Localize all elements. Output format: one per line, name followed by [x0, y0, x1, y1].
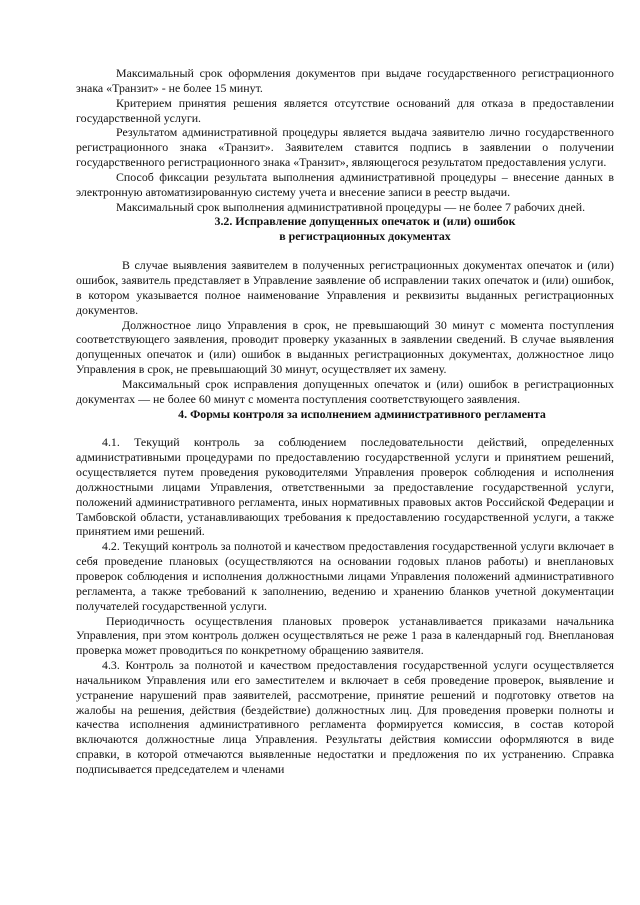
- spacer: [76, 421, 614, 435]
- paragraph-error-application: В случае выявления заявителем в полученных регистрационных документах опечаток и (или) ошибок, заявитель представляет в Управление заявление об исправлении таких опечаток и (или) ошибок, в котором указывается полное наименование Управления и реквизиты выданных регистрационных документов.: [76, 258, 614, 317]
- spacer: [76, 244, 614, 258]
- paragraph-procedure-result: Результатом административной процедуры является выдача заявителю лично государственного регистрационного знака «Транзит». Заявителем ставится подпись в заявлении о получении государственного регистрационного знака «Транзит», являющегося результатом предоставления услуги.: [76, 125, 614, 170]
- paragraph-4-3: 4.3. Контроль за полнотой и качеством предоставления государственной услуги осуществляется начальником Управления или его заместителем и включает в себя проведение проверок, выявление и устранение нарушений прав заявителей, рассмотрение, принятие решений и подготовку ответов на жалобы на решения, действия (бездействие) должностных лиц. Для проведения проверки полноты и качества исполнения административного регламента формируется комиссия, в состав которой включаются должностные лица Управления. Результаты действия комиссии оформляются в виде справки, в которой отмечаются выявленные недостатки и предложения по их устранению. Справка подписывается председателем и членами: [76, 658, 614, 776]
- paragraph-max-term-issue: Максимальный срок оформления документов при выдаче государственного регистрационного знака «Транзит» - не более 15 минут.: [76, 66, 614, 95]
- section-3-2-title-line1: 3.2. Исправление допущенных опечаток и (или) ошибок: [214, 214, 516, 229]
- paragraph-decision-criterion: Критерием принятия решения является отсутствие оснований для отказа в предоставлении государственной услуги.: [76, 95, 614, 125]
- paragraph-4-2: 4.2. Текущий контроль за полнотой и качеством предоставления государственной услуги включает в себя проведение плановых (осуществляются на основании годовых планов работы) и внеплановых проверок соблюдения и исполнения должностными лицами Управления положений административного регламента, а также требований к заполнению, ведению и хранению бланков учетной документации получателей государственной услуги.: [76, 539, 614, 613]
- document-page: [76, 66, 614, 777]
- paragraph-fixation-method: Способ фиксации результата выполнения административной процедуры – внесение данных в электронную автоматизированную систему учета и внесение записи в реестр выдачи.: [76, 169, 614, 199]
- section-3-2-title-line2: в регистрационных документах: [279, 229, 451, 244]
- paragraph-max-term-procedure: Максимальный срок выполнения административной процедуры — не более 7 рабочих дней.: [116, 199, 586, 214]
- paragraph-4-1: 4.1. Текущий контроль за соблюдением последовательности действий, определенных административными процедурами по предоставлению государственной услуги и принятием решений, осуществляется путем проведения руководителями Управления проверок соблюдения и исполнения должностными лицами Управления, ответственными за предоставление государственной услуги, положений административного регламента, иных нормативных правовых актов Российской Федерации и Тамбовской области, устанавливающих требования к предоставлению государственной услуги, а также принятием ими решений.: [76, 435, 614, 539]
- paragraph-max-term-correction: Максимальный срок исправления допущенных опечаток и (или) ошибок в регистрационных документах — не более 60 минут с момента поступления соответствующего заявления.: [76, 376, 614, 406]
- paragraph-official-check: Должностное лицо Управления в срок, не превышающий 30 минут с момента поступления соответствующего заявления, проводит проверку указанных в заявлении сведений. В случае выявления допущенных опечаток и (или) ошибок в выданных регистрационных документах, должностное лицо Управления в срок, не превышающий 30 минут, осуществляет их замену.: [76, 317, 614, 377]
- paragraph-planned-checks: Периодичность осуществления плановых проверок устанавливается приказами начальника Управления, при этом контроль должен осуществляться не реже 1 раза в календарный год. Внеплановая проверка может проводиться по конкретному обращению заявителя.: [76, 613, 614, 658]
- section-4-title: 4. Формы контроля за исполнением административного регламента: [178, 406, 546, 421]
